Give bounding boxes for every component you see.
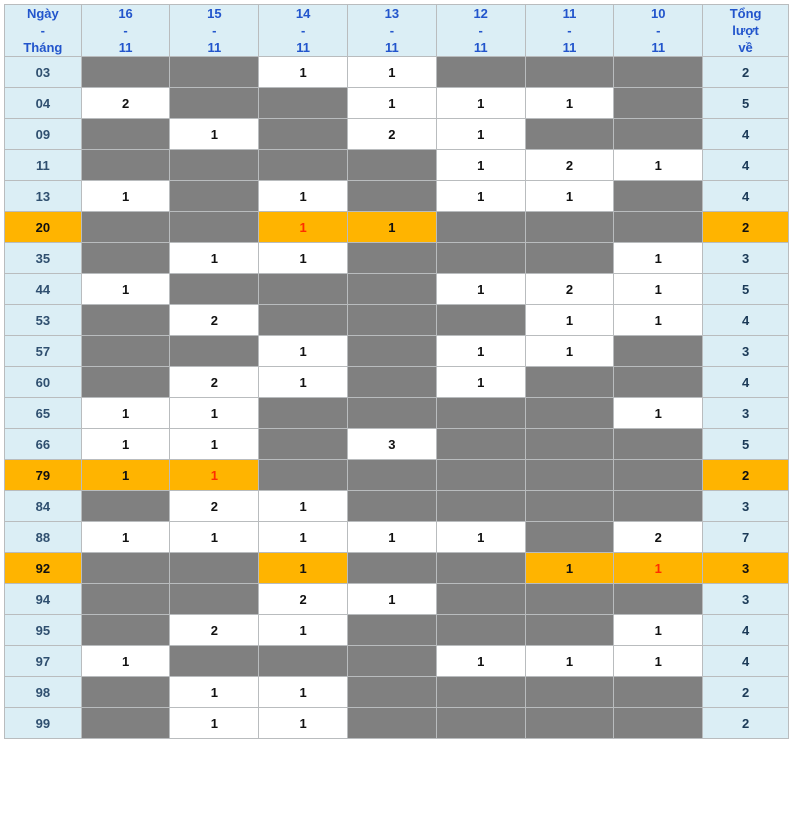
cell-empty bbox=[170, 181, 259, 212]
header-date-3-sep: - bbox=[389, 23, 395, 38]
cell-value: 1 bbox=[614, 274, 703, 305]
cell-empty bbox=[436, 460, 525, 491]
row-total: 7 bbox=[703, 522, 789, 553]
cell-empty bbox=[259, 88, 348, 119]
table-row bbox=[5, 398, 789, 429]
cell-empty bbox=[81, 119, 170, 150]
cell-empty bbox=[348, 460, 437, 491]
cell-empty bbox=[436, 677, 525, 708]
row-total: 2 bbox=[703, 708, 789, 739]
cell-value: 1 bbox=[525, 646, 614, 677]
cell-empty bbox=[614, 460, 703, 491]
cell-empty bbox=[614, 491, 703, 522]
row-total: 4 bbox=[703, 615, 789, 646]
cell-value: 2 bbox=[525, 150, 614, 181]
cell-empty bbox=[259, 305, 348, 336]
row-label: 99 bbox=[5, 708, 82, 739]
cell-value: 1 bbox=[525, 181, 614, 212]
row-label: 11 bbox=[5, 150, 82, 181]
cell-empty bbox=[614, 336, 703, 367]
row-total: 4 bbox=[703, 150, 789, 181]
header-date-6-month: 11 bbox=[651, 40, 666, 55]
table-row bbox=[5, 336, 789, 367]
cell-value: 1 bbox=[170, 677, 259, 708]
cell-empty bbox=[436, 491, 525, 522]
cell-empty bbox=[436, 212, 525, 243]
header-day-month-line3: Tháng bbox=[23, 40, 63, 55]
table-row bbox=[5, 305, 789, 336]
cell-empty bbox=[170, 212, 259, 243]
cell-value: 1 bbox=[259, 212, 348, 243]
row-label: 65 bbox=[5, 398, 82, 429]
cell-empty bbox=[259, 150, 348, 181]
cell-value: 1 bbox=[614, 398, 703, 429]
cell-empty bbox=[348, 367, 437, 398]
header-date-4-sep: - bbox=[478, 23, 483, 38]
cell-value: 2 bbox=[170, 305, 259, 336]
cell-empty bbox=[614, 212, 703, 243]
cell-value: 1 bbox=[170, 429, 259, 460]
table-row bbox=[5, 429, 789, 460]
cell-empty bbox=[525, 615, 614, 646]
cell-empty bbox=[614, 677, 703, 708]
cell-value: 1 bbox=[259, 57, 348, 88]
row-total: 5 bbox=[703, 429, 789, 460]
cell-value: 3 bbox=[348, 429, 437, 460]
row-total: 5 bbox=[703, 274, 789, 305]
cell-value: 1 bbox=[348, 584, 437, 615]
cell-empty bbox=[614, 119, 703, 150]
cell-value: 1 bbox=[170, 398, 259, 429]
cell-value: 1 bbox=[436, 119, 525, 150]
cell-empty bbox=[170, 274, 259, 305]
header-date-0-day: 16 bbox=[118, 6, 133, 21]
row-total: 3 bbox=[703, 398, 789, 429]
header-date-4 bbox=[436, 5, 525, 57]
cell-value: 1 bbox=[525, 336, 614, 367]
row-total: 2 bbox=[703, 460, 789, 491]
cell-value: 1 bbox=[81, 398, 170, 429]
cell-value: 1 bbox=[614, 553, 703, 584]
row-label: 03 bbox=[5, 57, 82, 88]
row-total: 2 bbox=[703, 57, 789, 88]
table-row bbox=[5, 553, 789, 584]
cell-value: 1 bbox=[81, 181, 170, 212]
header-date-1-sep: - bbox=[212, 23, 217, 38]
cell-value: 1 bbox=[81, 522, 170, 553]
cell-empty bbox=[436, 429, 525, 460]
cell-empty bbox=[525, 677, 614, 708]
cell-empty bbox=[348, 150, 437, 181]
cell-value: 1 bbox=[614, 243, 703, 274]
cell-empty bbox=[525, 398, 614, 429]
cell-value: 2 bbox=[170, 615, 259, 646]
cell-empty bbox=[525, 491, 614, 522]
header-date-5-day: 11 bbox=[562, 6, 577, 21]
table-body bbox=[5, 57, 789, 739]
row-total: 4 bbox=[703, 646, 789, 677]
row-label: 04 bbox=[5, 88, 82, 119]
table-row bbox=[5, 150, 789, 181]
row-label: 95 bbox=[5, 615, 82, 646]
row-total: 3 bbox=[703, 491, 789, 522]
cell-empty bbox=[259, 398, 348, 429]
cell-empty bbox=[81, 305, 170, 336]
cell-empty bbox=[170, 336, 259, 367]
cell-empty bbox=[525, 584, 614, 615]
cell-value: 1 bbox=[436, 336, 525, 367]
cell-empty bbox=[436, 57, 525, 88]
row-total: 2 bbox=[703, 212, 789, 243]
row-total: 5 bbox=[703, 88, 789, 119]
header-row bbox=[5, 5, 789, 57]
row-label: 88 bbox=[5, 522, 82, 553]
header-date-2-sep: - bbox=[300, 23, 306, 38]
cell-empty bbox=[170, 584, 259, 615]
cell-value: 1 bbox=[436, 522, 525, 553]
cell-empty bbox=[614, 57, 703, 88]
row-total: 3 bbox=[703, 584, 789, 615]
header-date-4-month: 11 bbox=[473, 40, 488, 55]
cell-value: 1 bbox=[436, 367, 525, 398]
cell-value: 1 bbox=[259, 522, 348, 553]
cell-value: 1 bbox=[525, 553, 614, 584]
cell-value: 1 bbox=[81, 460, 170, 491]
cell-empty bbox=[81, 336, 170, 367]
cell-empty bbox=[81, 57, 170, 88]
table-row bbox=[5, 212, 789, 243]
cell-value: 1 bbox=[170, 522, 259, 553]
header-date-3 bbox=[348, 5, 437, 57]
cell-empty bbox=[525, 522, 614, 553]
header-date-1-month: 11 bbox=[207, 40, 222, 55]
table-row bbox=[5, 88, 789, 119]
table-row bbox=[5, 243, 789, 274]
cell-value: 2 bbox=[525, 274, 614, 305]
cell-value: 1 bbox=[436, 181, 525, 212]
cell-value: 1 bbox=[170, 460, 259, 491]
header-date-4-day: 12 bbox=[473, 6, 488, 21]
cell-value: 1 bbox=[436, 646, 525, 677]
cell-empty bbox=[525, 367, 614, 398]
header-day-month-line2: - bbox=[40, 23, 45, 38]
cell-value: 2 bbox=[614, 522, 703, 553]
cell-empty bbox=[525, 243, 614, 274]
cell-empty bbox=[81, 491, 170, 522]
header-date-5-month: 11 bbox=[562, 40, 577, 55]
row-label: 09 bbox=[5, 119, 82, 150]
row-label: 92 bbox=[5, 553, 82, 584]
cell-value: 1 bbox=[348, 88, 437, 119]
cell-empty bbox=[81, 243, 170, 274]
cell-empty bbox=[259, 429, 348, 460]
cell-value: 2 bbox=[170, 367, 259, 398]
header-total-line2: lượt bbox=[732, 23, 759, 38]
cell-empty bbox=[614, 88, 703, 119]
header-date-5 bbox=[525, 5, 614, 57]
cell-empty bbox=[348, 181, 437, 212]
row-total: 2 bbox=[703, 677, 789, 708]
header-date-6 bbox=[614, 5, 703, 57]
cell-value: 1 bbox=[259, 677, 348, 708]
header-date-3-month: 11 bbox=[385, 40, 399, 55]
cell-value: 1 bbox=[259, 336, 348, 367]
cell-empty bbox=[614, 429, 703, 460]
cell-empty bbox=[81, 150, 170, 181]
lottery-frequency-table bbox=[4, 4, 789, 739]
row-total: 3 bbox=[703, 243, 789, 274]
cell-value: 1 bbox=[81, 646, 170, 677]
row-total: 3 bbox=[703, 553, 789, 584]
cell-empty bbox=[436, 305, 525, 336]
cell-empty bbox=[525, 57, 614, 88]
cell-empty bbox=[81, 615, 170, 646]
header-date-5-sep: - bbox=[567, 23, 572, 38]
row-label: 20 bbox=[5, 212, 82, 243]
cell-value: 1 bbox=[170, 119, 259, 150]
cell-value: 1 bbox=[525, 305, 614, 336]
cell-value: 2 bbox=[81, 88, 170, 119]
row-total: 3 bbox=[703, 336, 789, 367]
cell-value: 1 bbox=[614, 150, 703, 181]
cell-empty bbox=[348, 305, 437, 336]
cell-value: 1 bbox=[436, 274, 525, 305]
cell-empty bbox=[81, 367, 170, 398]
cell-empty bbox=[170, 646, 259, 677]
header-day-month-line1: Ngày bbox=[26, 6, 59, 21]
cell-empty bbox=[436, 553, 525, 584]
row-total: 4 bbox=[703, 119, 789, 150]
cell-value: 1 bbox=[259, 367, 348, 398]
row-label: 35 bbox=[5, 243, 82, 274]
cell-empty bbox=[436, 615, 525, 646]
cell-empty bbox=[614, 367, 703, 398]
row-label: 53 bbox=[5, 305, 82, 336]
cell-empty bbox=[525, 460, 614, 491]
cell-empty bbox=[525, 212, 614, 243]
cell-empty bbox=[614, 584, 703, 615]
table-row bbox=[5, 57, 789, 88]
cell-value: 1 bbox=[259, 708, 348, 739]
table-row bbox=[5, 708, 789, 739]
cell-value: 1 bbox=[614, 305, 703, 336]
cell-empty bbox=[81, 553, 170, 584]
header-date-2 bbox=[259, 5, 348, 57]
cell-value: 1 bbox=[81, 274, 170, 305]
header-date-6-sep: - bbox=[656, 23, 661, 38]
row-label: 79 bbox=[5, 460, 82, 491]
row-label: 94 bbox=[5, 584, 82, 615]
row-total: 4 bbox=[703, 367, 789, 398]
cell-empty bbox=[81, 708, 170, 739]
cell-value: 1 bbox=[348, 212, 437, 243]
header-total bbox=[703, 5, 789, 57]
header-date-0-month: 11 bbox=[118, 40, 133, 55]
cell-empty bbox=[436, 398, 525, 429]
header-date-1 bbox=[170, 5, 259, 57]
header-day-month bbox=[5, 5, 82, 57]
cell-empty bbox=[348, 491, 437, 522]
table-row bbox=[5, 367, 789, 398]
cell-empty bbox=[348, 398, 437, 429]
cell-value: 1 bbox=[170, 708, 259, 739]
cell-empty bbox=[436, 243, 525, 274]
cell-value: 1 bbox=[81, 429, 170, 460]
cell-value: 1 bbox=[259, 491, 348, 522]
cell-value: 1 bbox=[436, 88, 525, 119]
cell-empty bbox=[348, 336, 437, 367]
row-label: 98 bbox=[5, 677, 82, 708]
cell-empty bbox=[170, 57, 259, 88]
header-date-0-sep: - bbox=[123, 23, 128, 38]
header-total-line3: về bbox=[738, 40, 753, 55]
cell-value: 1 bbox=[614, 646, 703, 677]
table-row bbox=[5, 522, 789, 553]
table-row bbox=[5, 119, 789, 150]
table-header bbox=[5, 5, 789, 57]
cell-empty bbox=[525, 708, 614, 739]
cell-empty bbox=[348, 274, 437, 305]
cell-empty bbox=[348, 708, 437, 739]
table-row bbox=[5, 181, 789, 212]
cell-empty bbox=[614, 181, 703, 212]
table-row bbox=[5, 460, 789, 491]
row-total: 4 bbox=[703, 305, 789, 336]
cell-value: 1 bbox=[348, 57, 437, 88]
cell-empty bbox=[436, 708, 525, 739]
cell-value: 1 bbox=[259, 615, 348, 646]
cell-value: 2 bbox=[259, 584, 348, 615]
cell-value: 2 bbox=[170, 491, 259, 522]
cell-empty bbox=[348, 677, 437, 708]
row-label: 60 bbox=[5, 367, 82, 398]
cell-value: 1 bbox=[259, 243, 348, 274]
table-row bbox=[5, 274, 789, 305]
header-date-1-day: 15 bbox=[207, 6, 222, 21]
table-row bbox=[5, 615, 789, 646]
cell-empty bbox=[81, 677, 170, 708]
header-date-2-month: 11 bbox=[296, 40, 310, 55]
cell-empty bbox=[259, 274, 348, 305]
row-label: 84 bbox=[5, 491, 82, 522]
cell-empty bbox=[525, 429, 614, 460]
cell-empty bbox=[614, 708, 703, 739]
table-row bbox=[5, 491, 789, 522]
cell-value: 1 bbox=[525, 88, 614, 119]
row-label: 66 bbox=[5, 429, 82, 460]
cell-empty bbox=[259, 460, 348, 491]
cell-empty bbox=[170, 553, 259, 584]
header-date-2-day: 14 bbox=[295, 6, 311, 21]
table-row bbox=[5, 677, 789, 708]
row-label: 13 bbox=[5, 181, 82, 212]
header-total-line1: Tổng bbox=[729, 6, 762, 21]
cell-empty bbox=[348, 646, 437, 677]
header-date-6-day: 10 bbox=[651, 6, 666, 21]
table-row bbox=[5, 646, 789, 677]
cell-empty bbox=[525, 119, 614, 150]
cell-empty bbox=[170, 88, 259, 119]
cell-empty bbox=[81, 212, 170, 243]
cell-empty bbox=[348, 553, 437, 584]
cell-value: 2 bbox=[348, 119, 437, 150]
cell-value: 1 bbox=[348, 522, 437, 553]
cell-empty bbox=[170, 150, 259, 181]
cell-empty bbox=[348, 243, 437, 274]
cell-empty bbox=[259, 646, 348, 677]
header-date-0 bbox=[81, 5, 170, 57]
row-label: 44 bbox=[5, 274, 82, 305]
table-row bbox=[5, 584, 789, 615]
cell-value: 1 bbox=[436, 150, 525, 181]
cell-empty bbox=[348, 615, 437, 646]
row-label: 97 bbox=[5, 646, 82, 677]
cell-value: 1 bbox=[170, 243, 259, 274]
cell-value: 1 bbox=[259, 181, 348, 212]
cell-empty bbox=[81, 584, 170, 615]
cell-empty bbox=[259, 119, 348, 150]
header-date-3-day: 13 bbox=[384, 6, 400, 21]
row-total: 4 bbox=[703, 181, 789, 212]
cell-empty bbox=[436, 584, 525, 615]
cell-value: 1 bbox=[614, 615, 703, 646]
row-label: 57 bbox=[5, 336, 82, 367]
cell-value: 1 bbox=[259, 553, 348, 584]
